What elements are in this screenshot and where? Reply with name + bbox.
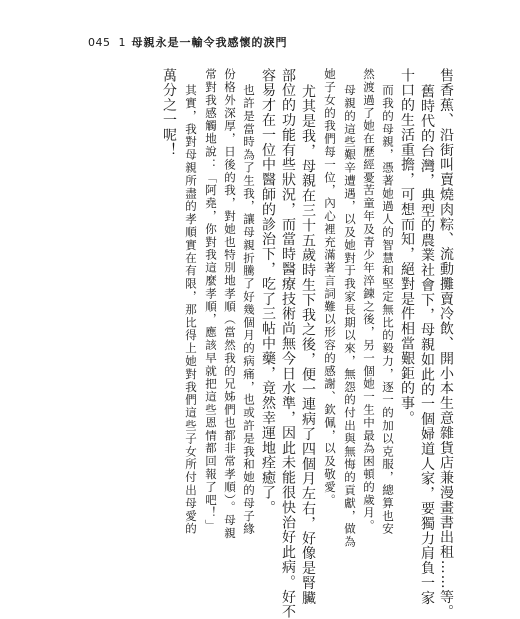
- text-column: 尤其是我，母親在三十五歲時生下我之後，便一連病了四個月左右，好像是腎臟: [300, 84, 316, 606]
- text-column: 而我的母親，憑著她過人的智慧和堅定無比的毅力，逐一的加以克服，總算也安: [381, 84, 395, 536]
- text-column: 然渡過了她在歷經憂苦童年及青少年淬鍊之後，另一個她一生中最為困頓的歲月。: [362, 68, 376, 533]
- chapter-number: 1: [118, 36, 126, 49]
- text-column: 舊時代的台灣，典型的農業社會下，母親如此的一個婦道人家，要獨力肩負一家: [419, 84, 435, 606]
- text-column: 她子女的我們每一位，內心裡充滿著言詞難以形容的感謝、欽佩，以及敬愛。: [323, 68, 337, 507]
- text-column: 母親的這些艱辛遭遇，以及她對于我家長期以來，無怨的付出與無悔的貢獻，做為: [343, 84, 357, 549]
- text-column: 容易才在一位中醫師的診治下，吃了三帖中藥，竟然幸運地痊癒了。: [260, 68, 276, 515]
- text-column: 其實，我對母親所盡的孝順實在有限，那比得上她對我們這些子女所付出母愛的: [184, 84, 198, 536]
- text-column: 份格外深厚，日後的我，對她也特別地孝順（當然我的兄姊們也都非常孝順）。母親: [223, 68, 237, 540]
- text-column: 十口的生活重擔，可想而知，絕對是件相當艱鉅的事。: [399, 68, 415, 426]
- text-column: 萬分之一呢！: [161, 68, 177, 158]
- text-column: 售香蕉、沿街叫賣燒肉粽、流動攤賣冷飲、開小本生意雜貨店兼漫畫書出租……等。: [438, 68, 454, 619]
- text-column: 常對我感觸地說：「阿堯，你對我這麼孝順，應該早就把這些恩情都回報了吧！」: [204, 68, 218, 533]
- text-column: 也許是當時為了生我，讓母親折騰了好幾個月的病痛，也或許是我和她的母子緣: [242, 84, 256, 536]
- page-number: 045: [88, 36, 111, 49]
- text-column: 部位的功能有些狀況，而當時醫療技術尚無今日水準，因此未能很快治好此病。好不: [280, 68, 296, 619]
- chapter-title: 母親永是一輸令我感懷的淚門: [131, 36, 288, 49]
